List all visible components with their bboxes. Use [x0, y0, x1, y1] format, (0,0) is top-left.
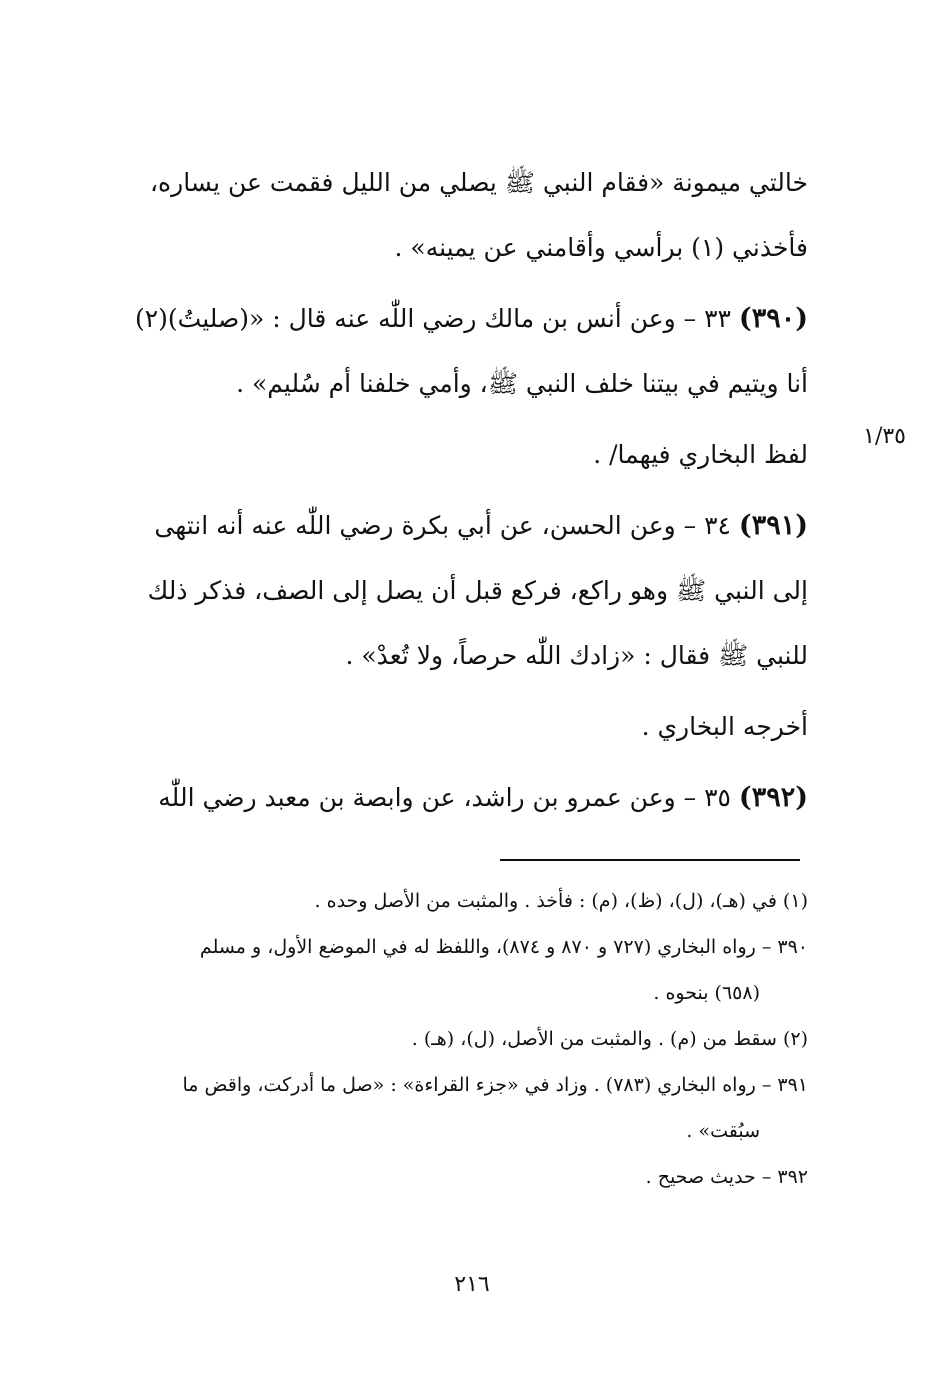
hadith-number: (٣٩١): [738, 510, 808, 541]
footnote-line: ٣٩٠ – رواه البخاري (٧٢٧ و ٨٧٠ و ٨٧٤)، واللفظ له في الموضع الأول، و مسلم: [199, 936, 808, 958]
text-line: [82, 493, 808, 558]
text-line: لفظ البخاري فيهما/ .: [593, 440, 808, 469]
text-line: [82, 765, 808, 830]
footnote: [82, 924, 808, 1016]
footnote: ٣٩٢ – حديث صحيح .: [645, 1166, 808, 1188]
attribution-390: [82, 422, 808, 487]
hadith-392: [82, 765, 808, 830]
paragraph-continuation: [82, 150, 808, 280]
footnote: (١) في (هـ)، (ل)، (ظ)، (م) : فأخذ . والمثبت من الأصل وحده .: [314, 890, 808, 912]
text-line: إلى النبي ﷺ وهو راكع، فركع قبل أن يصل إلى الصف، فذكر ذلك: [147, 576, 808, 605]
text-line: للنبي ﷺ فقال : «زادك اللّٰه حرصاً، ولا تُعدْ» .: [345, 641, 808, 670]
footnote: [82, 1062, 808, 1154]
text-line: [82, 286, 808, 351]
footnote-line: (٦٥٨) بنحوه .: [653, 982, 760, 1004]
hadith-391: [82, 493, 808, 688]
hadith-390: [82, 286, 808, 416]
footnote-divider: [500, 859, 800, 861]
hadith-text: ٣٥ – وعن عمرو بن راشد، عن وابصة بن معبد رضي اللّٰه: [158, 783, 731, 812]
footnote-line: ٣٩١ – رواه البخاري (٧٨٣) . وزاد في «جزء القراءة» : «صل ما أدركت، واقض ما: [182, 1074, 808, 1096]
hadith-number: (٣٩٠): [738, 303, 808, 334]
attribution-391: [82, 694, 808, 759]
text-line: فأخذني (١) برأسي وأقامني عن يمينه» .: [394, 233, 808, 262]
hadith-text: ٣٣ – وعن أنس بن مالك رضي اللّٰه عنه قال : «(صليتُ)(٢): [134, 304, 731, 333]
footnote-line: سبُقت» .: [686, 1120, 760, 1142]
hadith-number: (٣٩٢): [738, 782, 808, 813]
page-number: ٢١٦: [454, 1272, 490, 1297]
text-line: أخرجه البخاري .: [641, 712, 808, 741]
text-line: خالتي ميمونة «فقام النبي ﷺ يصلي من الليل فقمت عن يساره،: [149, 168, 808, 197]
text-line: أنا ويتيم في بيتنا خلف النبي ﷺ، وأمي خلفنا أم سُليم» .: [236, 369, 808, 398]
margin-reference: ١/٣٥: [863, 424, 906, 449]
hadith-text: ٣٤ – وعن الحسن، عن أبي بكرة رضي اللّٰه عنه أنه انتهى: [154, 511, 731, 540]
footnote: (٢) سقط من (م) . والمثبت من الأصل، (ل)، (هـ) .: [411, 1028, 808, 1050]
footnotes: [82, 878, 808, 1200]
main-text: [82, 150, 808, 836]
